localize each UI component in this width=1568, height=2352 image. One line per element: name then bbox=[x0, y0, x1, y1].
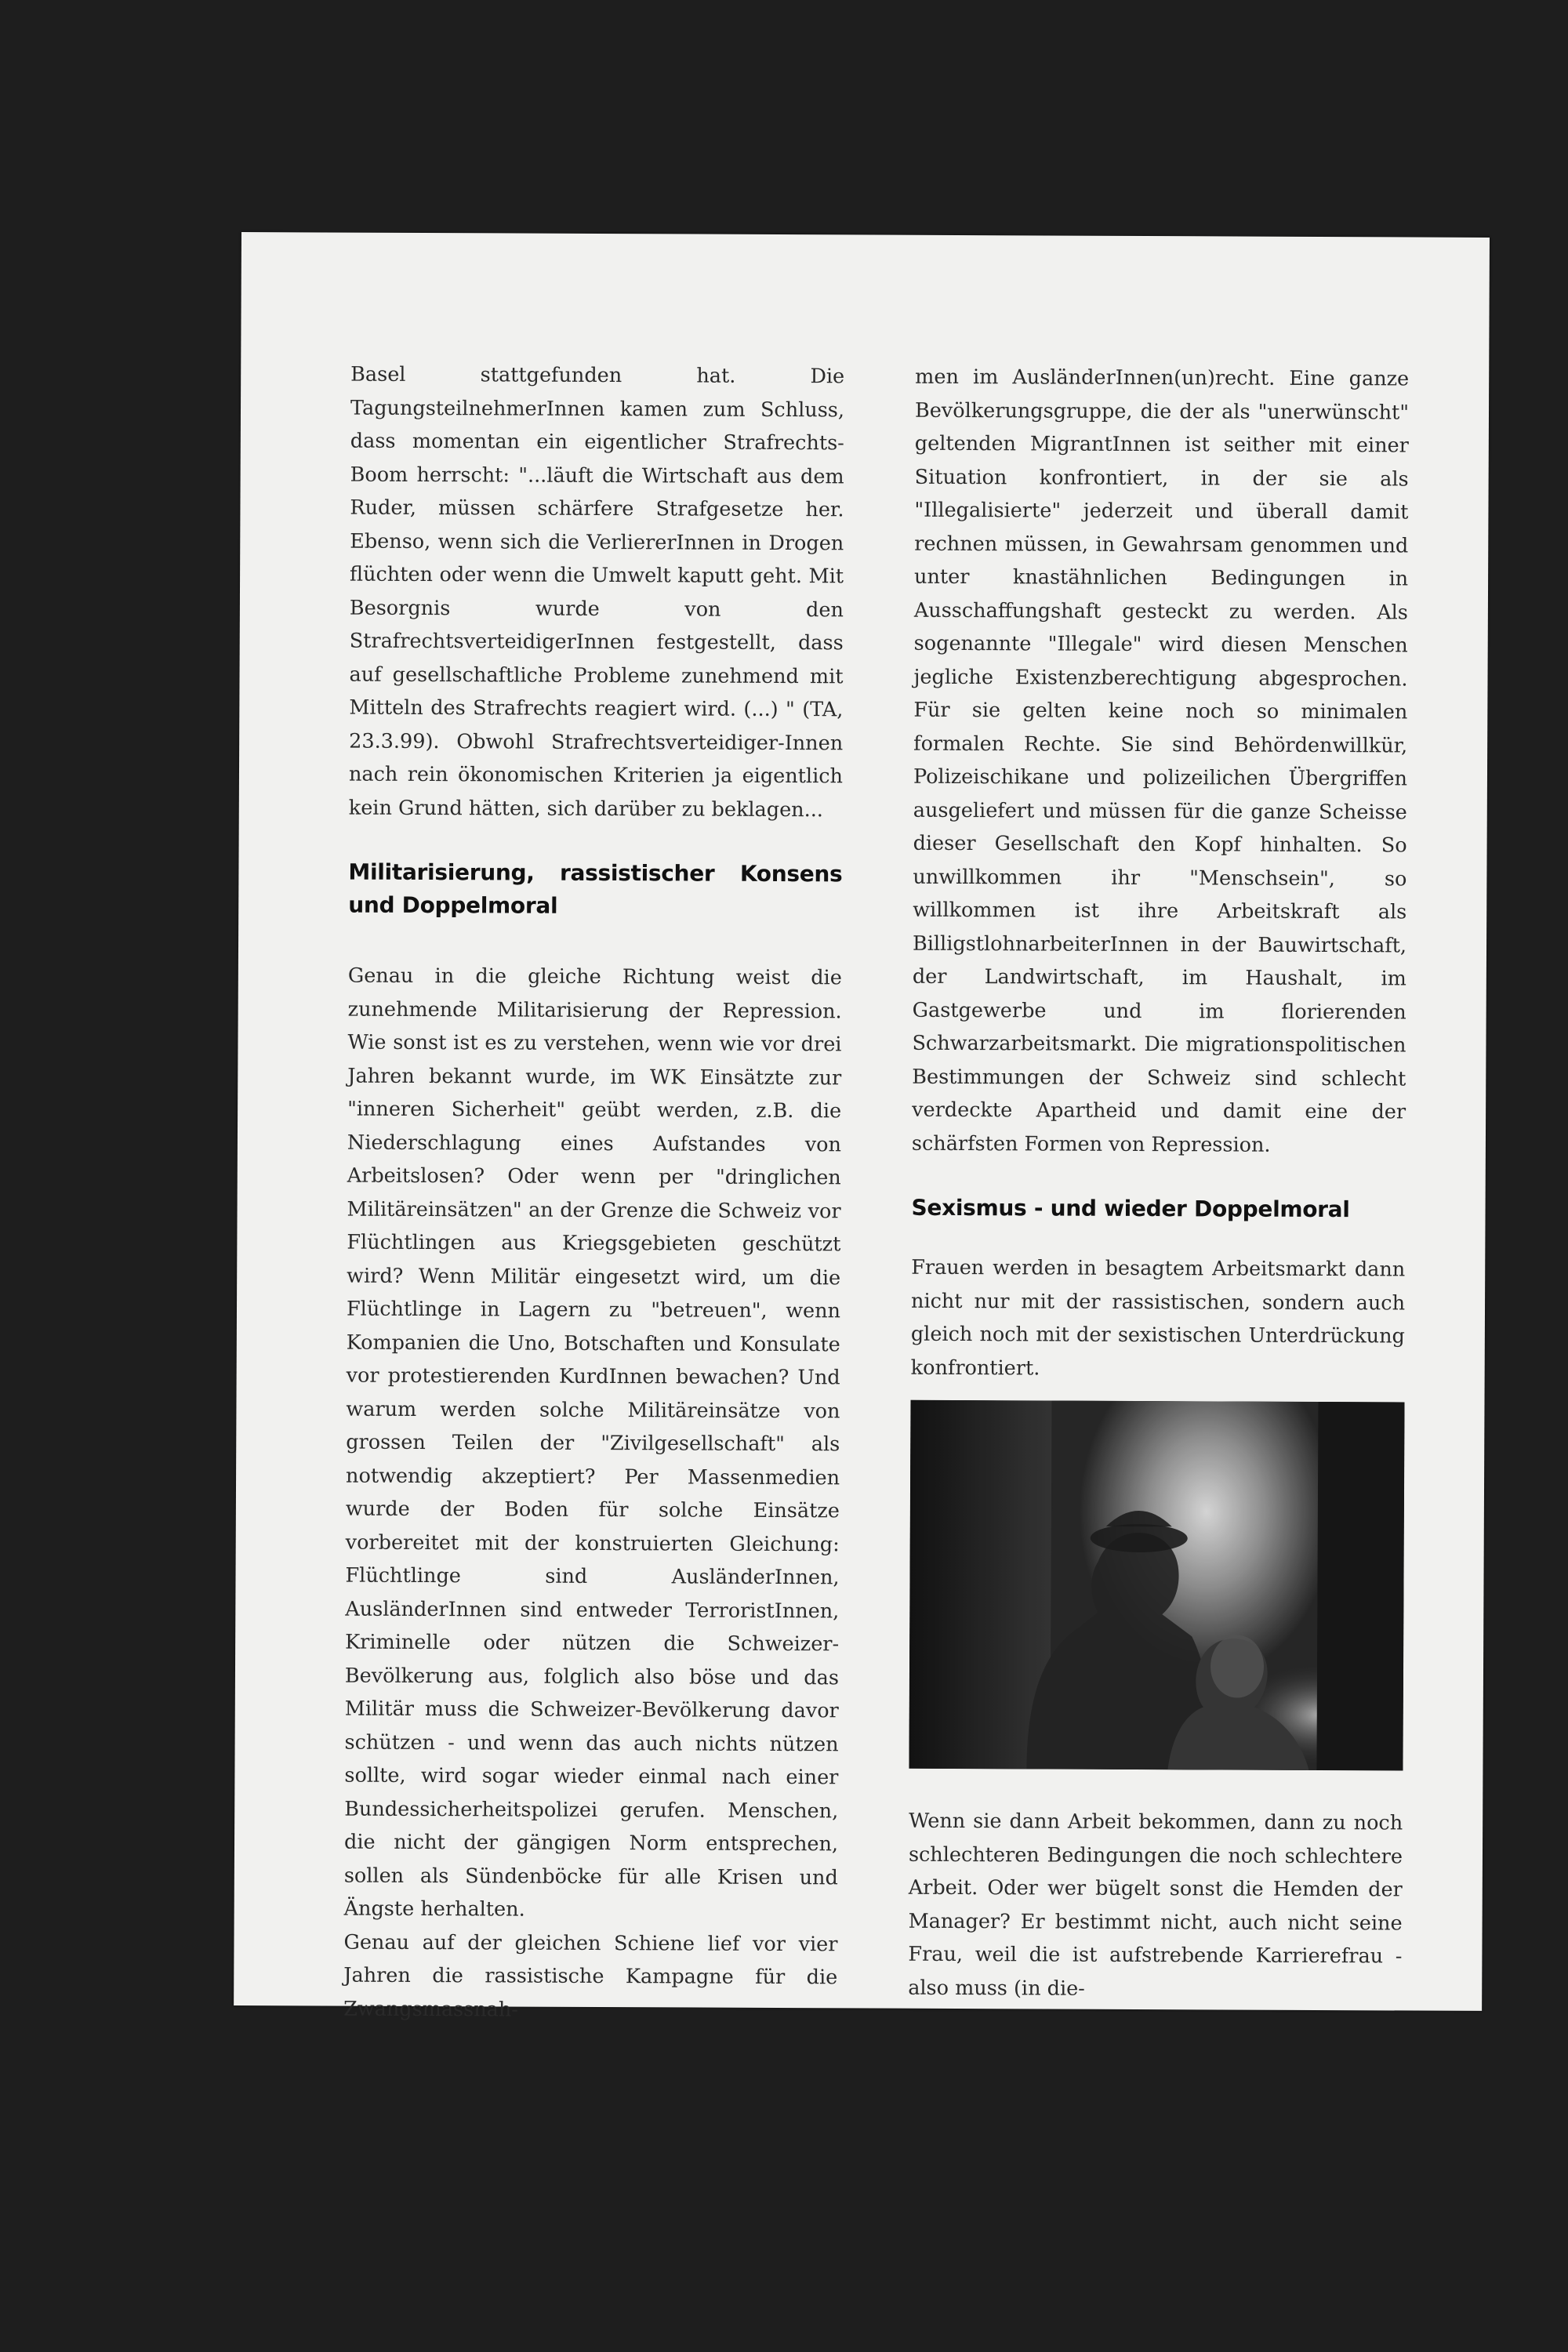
left-paragraph-3: Genau auf der gleichen Schiene lief vor vier Jahren die rassistische Kampagne für die Zwangsmassnah- bbox=[343, 1930, 838, 2022]
photo-figure bbox=[909, 1400, 1404, 1771]
photo-image bbox=[909, 1400, 1404, 1771]
section-heading-sexismus: Sexismus - und wieder Doppelmoral bbox=[911, 1194, 1350, 1223]
paper-page bbox=[234, 232, 1490, 2022]
left-paragraph-2: Genau in die gleiche Richtung weist die zunehmende Militarisierung der Repression. Wie sonst ist es zu verstehen, wenn wie vor drei Jahren bekannt wurde, im WK Einsätzte zur "inneren Sicherheit" geübt werden, z.B. die Niederschlagung eines Aufstandes von Arbeitslosen? Oder wenn per "dringlichen Militäreinsätzen" an der Grenze die Schweiz vor Flüchtlingen aus Kriegsgebieten geschützt wird? Wenn Militär eingesetzt wird, um die Flüchtlinge in Lagern zu "betreuen", wenn Kompanien die Uno, Botschaften und Konsulate vor protestierenden KurdInnen bewachen? Und warum werden solche Militäreinsätze von grossen Teilen der "Zivilgesellschaft" als notwendig akzeptiert? Per Massenmedien wurde der Boden für solche Einsätze vorbereitet mit der konstruierten Gleichung: Flüchtlinge sind AusländerInnen, AusländerInnen sind entweder TerroristInnen, Kriminelle oder nützen die Schweizer-Bevölkerung aus, folglich also böse und das Militär muss die Schweizer-Bevölkerung davor schützen - und wenn das auch nichts nützen sollte, wird sogar wieder einmal nach einer Bundessicherheitspolizei gerufen. Menschen, die nicht der gängigen Norm entsprechen, sollen als Sündenböcke für alle Krisen und Ängste herhalten. bbox=[343, 964, 842, 1922]
right-column bbox=[908, 361, 1409, 2007]
right-paragraph-1: men im AusländerInnen(un)recht. Eine ganze Bevölkerungsgruppe, die der als "unerwünscht" geltenden MigrantInnen ist seither mit einer Situation konfrontiert, in der sie als "Illegalisierte" jederzeit und überall damit rechnen müssen, in Gewahrsam genommen und unter knastähnlichen Bedingungen in Ausschaffungshaft gesteckt zu werden. Als sogenannte "Illegale" wird diesen Menschen jegliche Existenzberechtigung abgesprochen. Für sie gelten keine noch so minimalen formalen Rechte. Sie sind Behördenwillkür, Polizeischikane und polizeilichen Übergriffen ausgeliefert und müssen für die ganze Scheisse dieser Gesellschaft den Kopf hinhalten. So unwillkommen ihr "Menschsein", so willkommen ist ihre Arbeitskraft als BilligstlohnarbeiterInnen in der Bauwirtschaft, der Landwirtschaft, im Haushalt, im Gastgewerbe und im florierenden Schwarzarbeitsmarkt. Die migrationspolitischen Bestimmungen der Schweiz sind schlecht verdeckte Apartheid und damit eine der schärfsten Formen von Repression. bbox=[911, 365, 1410, 1157]
section-heading-militarisierung: Militarisierung, rassistischer Konsens und Doppelmoral bbox=[348, 858, 843, 919]
right-paragraph-3: Wenn sie dann Arbeit bekommen, dann zu noch schlechteren Bedingungen die noch schlechtere Arbeit. Oder wer bügelt sonst die Hemden der Manager? Er bestimmt nicht, auch nicht seine Frau, weil die ist aufstrebende Karrierefrau - also muss (in die- bbox=[908, 1809, 1403, 2001]
left-paragraph-1: Basel stattgefunden hat. Die TagungsteilnehmerInnen kamen zum Schluss, dass momentan ein eigentlicher Strafrechts-Boom herrscht: "...läuft die Wirtschaft aus dem Ruder, müssen schärfere Strafgesetze her. Ebenso, wenn sich die VerliererInnen in Drogen flüchten oder wenn die Umwelt kaputt geht. Mit Besorgnis wurde von den StrafrechtsverteidigerInnen festgestellt, dass auf gesellschaftliche Probleme zunehmend mit Mitteln des Strafrechts reagiert wird. (...) " (TA, 23.3.99). Obwohl Strafrechtsverteidiger-Innen nach rein ökonomischen Kriterien ja eigentlich kein Grund hätten, sich darüber zu beklagen... bbox=[348, 362, 845, 822]
left-column bbox=[343, 358, 844, 2028]
right-paragraph-2: Frauen werden in besagtem Arbeitsmarkt dann nicht nur mit der rassistischen, sondern auch gleich noch mit der sexistischen Unterdrückung konfrontiert. bbox=[910, 1255, 1406, 1380]
